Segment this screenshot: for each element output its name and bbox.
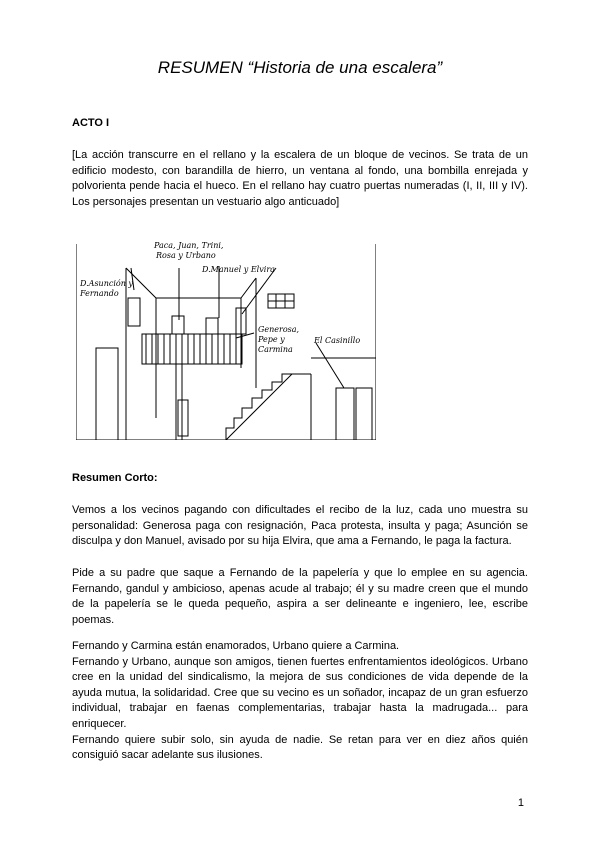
summary-paragraph-3 [72, 639, 528, 764]
summary-paragraph-2: Pide a su padre que saque a Fernando de la papelería y que lo emplee en su agencia. Fernando, gandul y ambicioso, apenas acude al trabajo; él y su madre creen que el mundo de la papelería se le queda pequeño, aspira a ser delineante e ingeniero, lee, escribe poemas. [72, 567, 528, 626]
paragraph-line: Fernando y Urbano, aunque son amigos, tienen fuertes enfrentamientos ideológicos. Urbano cree en la unidad del sindicalismo, la mejora de sus condiciones de vida depende de la ayuda mutua, la solidaridad. Cree que su vecino es un soñador, incapaz de un gran esfuerzo individual, trabajar en faenas complementarias, trabajar hasta la madrugada... para enriquecer. [72, 655, 528, 730]
page-title: RESUMEN “Historia de una escalera” [157, 58, 443, 77]
figure-label-asuncion: D.Asunción y [80, 279, 133, 288]
stage-diagram [76, 238, 376, 440]
act-heading: ACTO I [72, 117, 110, 129]
figure-label-casinillo: El Casinillo [314, 336, 361, 345]
figure-label-generosa: Generosa, [258, 325, 300, 334]
figure-label-rosa: Rosa y Urbano [156, 251, 216, 260]
figure-label-fernando: Fernando [80, 289, 119, 298]
paragraph-line: Fernando quiere subir solo, sin ayuda de nadie. Se retan para ver en diez años quién consiguió sacar adelante sus ilusiones. [72, 733, 528, 762]
paragraph-line: Fernando y Carmina están enamorados, Urbano quiere a Carmina. [72, 640, 400, 652]
stage-direction: [La acción transcurre en el rellano y la escalera de un bloque de vecinos. Se trata de un edificio modesto, con barandilla de hierro, un ventana al fondo, una bombilla enrejada y polvorienta pende hacia el hueco. En el rellano hay cuatro puertas numeradas (I, II, III y IV). Los personajes presentan un vestuario algo anticuado] [72, 149, 528, 208]
page-number: 1 [517, 797, 524, 809]
summary-heading: Resumen Corto: [72, 472, 158, 484]
summary-paragraph-1: Vemos a los vecinos pagando con dificultades el recibo de la luz, cada uno muestra su personalidad: Generosa paga con resignación, Paca protesta, insulta y paga; Asunción se disculpa y don Manuel, avisado por su hija Elvira, que ama a Fernando, le paga la factura. [72, 504, 528, 548]
figure-label-manuel: D.Manuel y Elvira [202, 265, 275, 274]
figure-label-carmina: Carmina [258, 345, 293, 354]
figure-label-pepe: Pepe y [258, 335, 285, 344]
figure-label-paca: Paca, Juan, Trini, [154, 241, 224, 250]
